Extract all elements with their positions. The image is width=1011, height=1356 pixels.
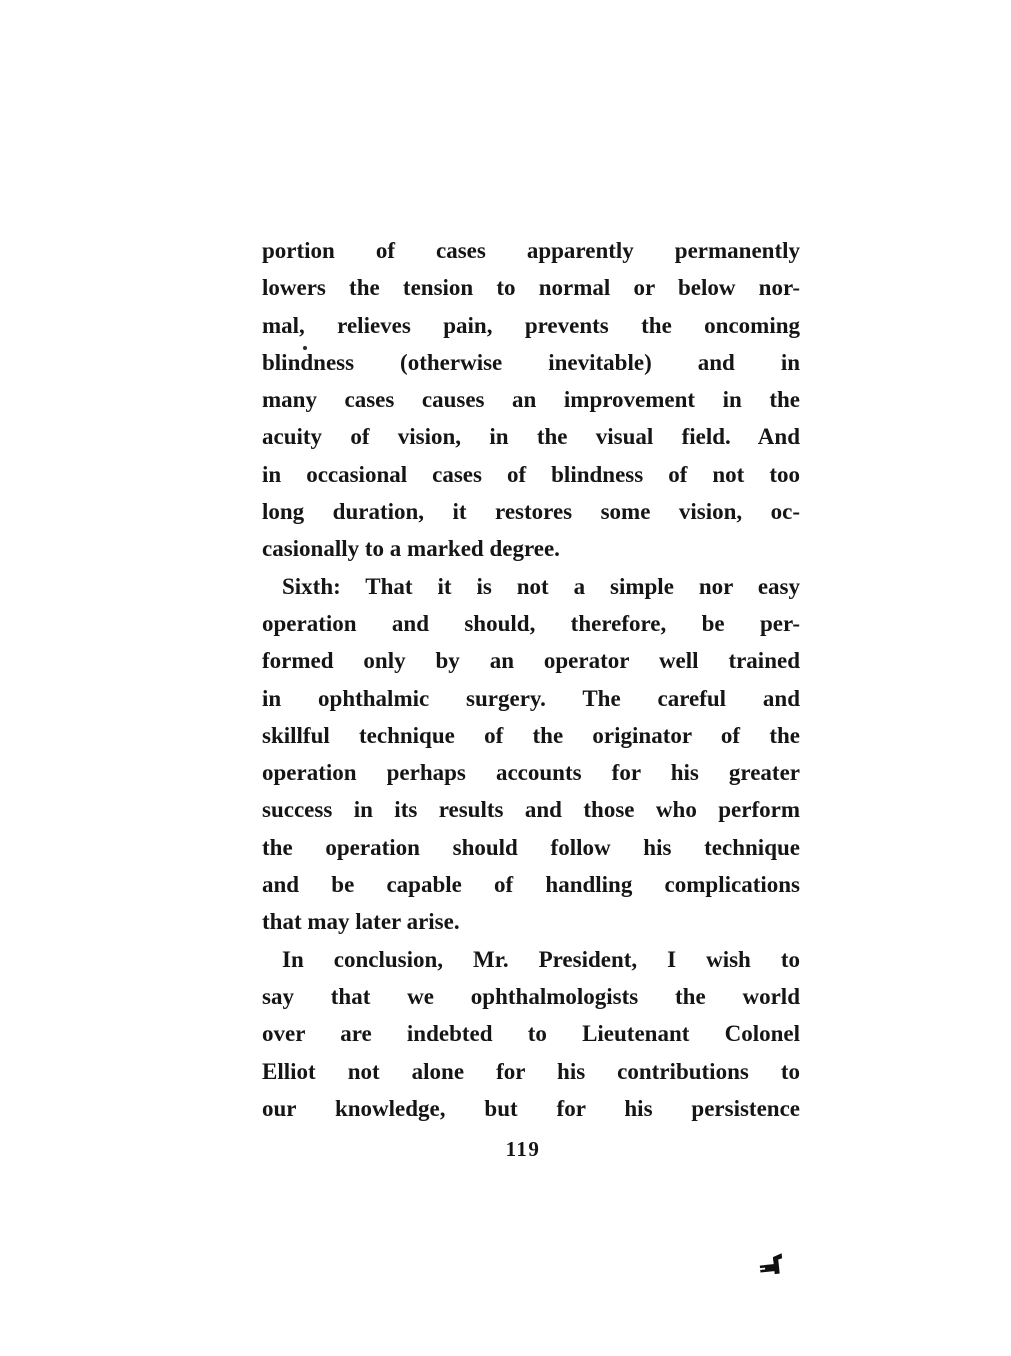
text-line: acuity of vision, in the visual field. And (262, 424, 800, 450)
text-line: in occasional cases of blindness of not too (262, 461, 800, 487)
text-line: success in its results and those who perform (262, 797, 800, 823)
text-block (262, 232, 800, 1127)
ink-smudge-icon (759, 1253, 791, 1281)
text-line: skillful technique of the originator of the (262, 722, 800, 748)
text-line: lowers the tension to normal or below nor- (262, 275, 800, 301)
text-line: that may later arise. (262, 909, 460, 935)
text-line: operation and should, therefore, be per- (262, 610, 800, 636)
text-line: say that we ophthalmologists the world (262, 983, 800, 1009)
page-number: 119 (505, 1137, 541, 1161)
text-line: operation perhaps accounts for his greater (262, 760, 800, 786)
ink-dot-mark (303, 346, 307, 350)
text-line: portion of cases apparently permanently (262, 238, 800, 263)
text-line: and be capable of handling complications (262, 872, 800, 898)
text-line: casionally to a marked degree. (262, 536, 560, 562)
text-line: Elliot not alone for his contributions to (262, 1058, 800, 1084)
text-line-paragraph-start: In conclusion, Mr. President, I wish to (282, 946, 800, 972)
text-line: formed only by an operator well trained (262, 648, 800, 674)
text-line: mal, relieves pain, prevents the oncoming (262, 312, 800, 338)
text-line: over are indebted to Lieutenant Colonel (262, 1021, 800, 1047)
text-line: the operation should follow his technique (262, 834, 800, 860)
text-line: in ophthalmic surgery. The careful and (262, 685, 800, 711)
text-line: many cases causes an improvement in the (262, 387, 800, 413)
text-line: long duration, it restores some vision, oc- (262, 499, 800, 525)
text-line: our knowledge, but for his persistence (262, 1095, 800, 1121)
text-line-paragraph-start: Sixth: That it is not a simple nor easy (282, 573, 800, 599)
text-line: blindness (otherwise inevitable) and in (262, 349, 800, 375)
